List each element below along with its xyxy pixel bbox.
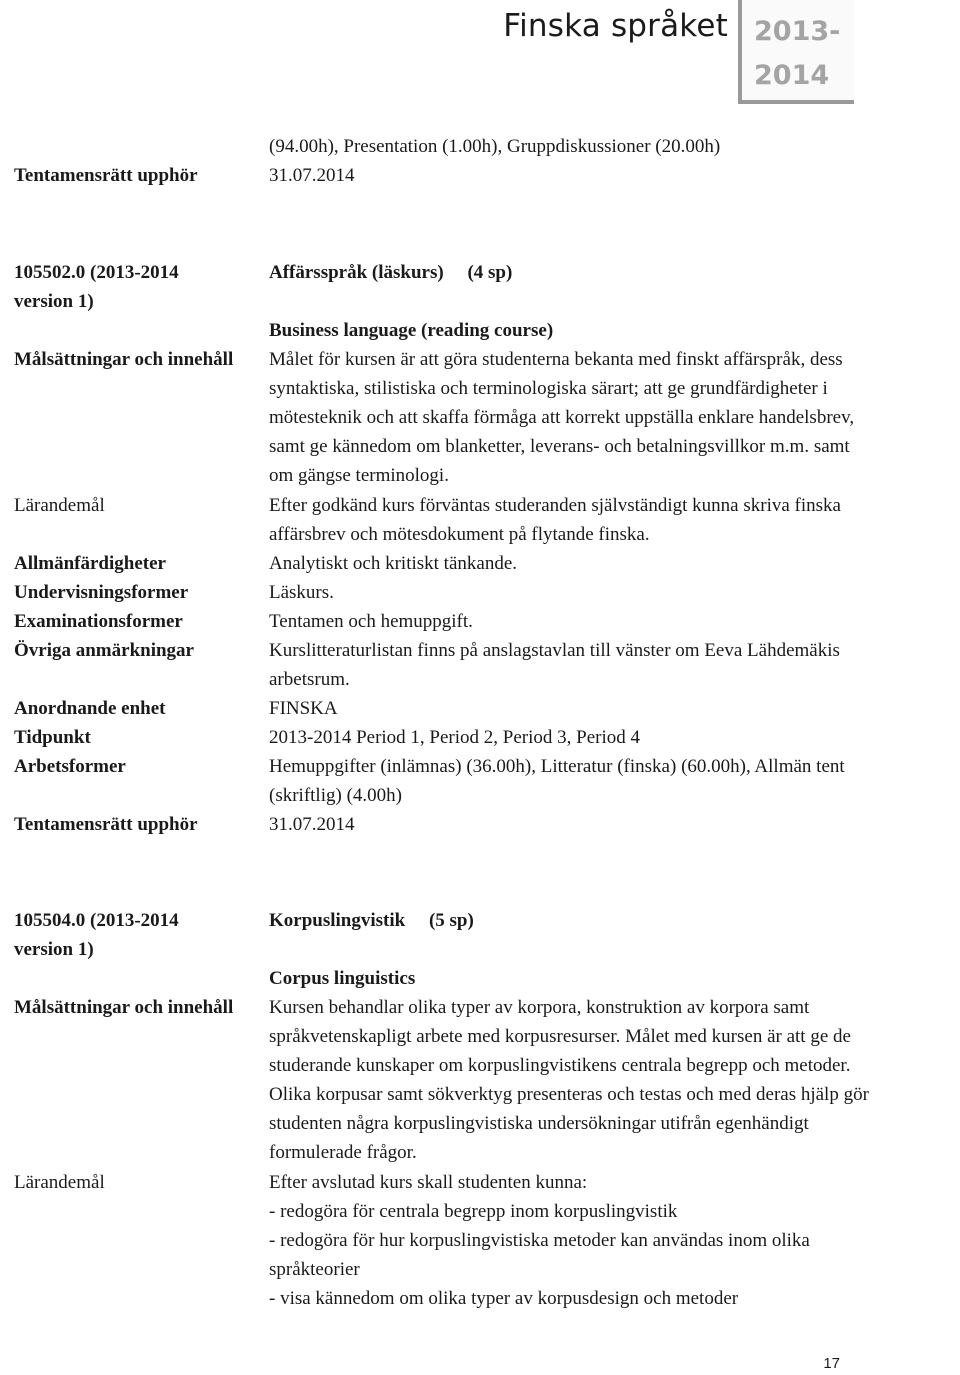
course2-title-sv: Korpuslingvistik (5 sp) [269, 910, 474, 931]
course2-code: 105504.0 (2013-2014 [14, 910, 179, 931]
course1-title-sv: Affärsspråk (läskurs) (4 sp) [269, 262, 513, 283]
course2-title-en: Corpus linguistics [269, 968, 416, 989]
course1-goals-label: Målsättningar och innehåll [14, 349, 234, 370]
course1-other-text: Kurslitteraturlistan finns på anslagstavlan till vänster om Eeva Lähdemäkis arbetsrum. [269, 640, 840, 690]
header-title: Finska språket [503, 8, 728, 44]
course1-learning-label: Lärandemål [14, 495, 105, 516]
prev-exam-value: 31.07.2014 [269, 165, 355, 186]
prev-continuation: (94.00h), Presentation (1.00h), Gruppdiskussioner (20.00h) [269, 136, 721, 157]
header-year-top: 2013- [754, 16, 841, 47]
page-number: 17 [823, 1355, 840, 1372]
course2-learning-label: Lärandemål [14, 1172, 105, 1193]
course1-exam-value: 31.07.2014 [269, 814, 355, 835]
course2-goals-label: Målsättningar och innehåll [14, 997, 234, 1018]
header-year-box [738, 0, 854, 104]
course1-version: version 1) [14, 291, 94, 312]
page-header [0, 0, 960, 110]
course1-code: 105502.0 (2013-2014 [14, 262, 179, 283]
course1-other-label: Övriga anmärkningar [14, 640, 194, 661]
course1-time-label: Tidpunkt [14, 727, 91, 748]
course1-work-label: Arbetsformer [14, 756, 126, 777]
course1-examforms-value: Tentamen och hemuppgift. [269, 611, 473, 632]
course1-exam-label: Tentamensrätt upphör [14, 814, 198, 835]
course1-general-value: Analytiskt och kritiskt tänkande. [269, 553, 518, 574]
course1-examforms-label: Examinationsformer [14, 611, 183, 632]
course1-goals-text: Målet för kursen är att göra studenterna bekanta med finskt affärspråk, dess syntaktiska, stilistiska och terminologiska särart; att ge grundfärdigheter i mötesteknik och att skaffa förmåga att korrekt uppställa enklare handelsbrev, samt ge kännedom om blanketter, leverans- och betalningsvillkor m.m. samt om gängse terminologi. [269, 349, 855, 486]
course1-teaching-value: Läskurs. [269, 582, 334, 603]
header-year-bottom: 2014 [754, 60, 830, 91]
course1-unit-label: Anordnande enhet [14, 698, 166, 719]
prev-exam-label: Tentamensrätt upphör [14, 165, 198, 186]
course1-title-en: Business language (reading course) [269, 320, 554, 341]
course2-goals-text: Kursen behandlar olika typer av korpora, konstruktion av korpora samt språkvetenskapligt arbete med korpusresurser. Målet med kursen är att ge de studerande kunskaper om korpuslingvistikens centrala begrepp och metoder. Olika korpusar samt sökverktyg presenteras och testas och med deras hjälp gör studenten några korpuslingvistiska undersökningar utifrån egenhändigt formulerade frågor. [269, 997, 869, 1163]
course2-learning-text: Efter avslutad kurs skall studenten kunna: - redogöra för centrala begrepp inom korpuslingvistik - redogöra för hur korpuslingvistiska metoder kan användas inom olika språkteorier - visa kännedom om olika typer av korpusdesign och metoder [269, 1172, 810, 1309]
course1-time-value: 2013-2014 Period 1, Period 2, Period 3, Period 4 [269, 727, 641, 748]
course1-learning-text: Efter godkänd kurs förväntas studeranden självständigt kunna skriva finska affärsbrev och mötesdokument på flytande finska. [269, 495, 841, 545]
course1-unit-value: FINSKA [269, 698, 338, 719]
course2-version: version 1) [14, 939, 94, 960]
course1-teaching-label: Undervisningsformer [14, 582, 189, 603]
course1-work-text: Hemuppgifter (inlämnas) (36.00h), Litteratur (finska) (60.00h), Allmän tent (skriftlig) (4.00h) [269, 756, 845, 806]
course1-general-label: Allmänfärdigheter [14, 553, 166, 574]
